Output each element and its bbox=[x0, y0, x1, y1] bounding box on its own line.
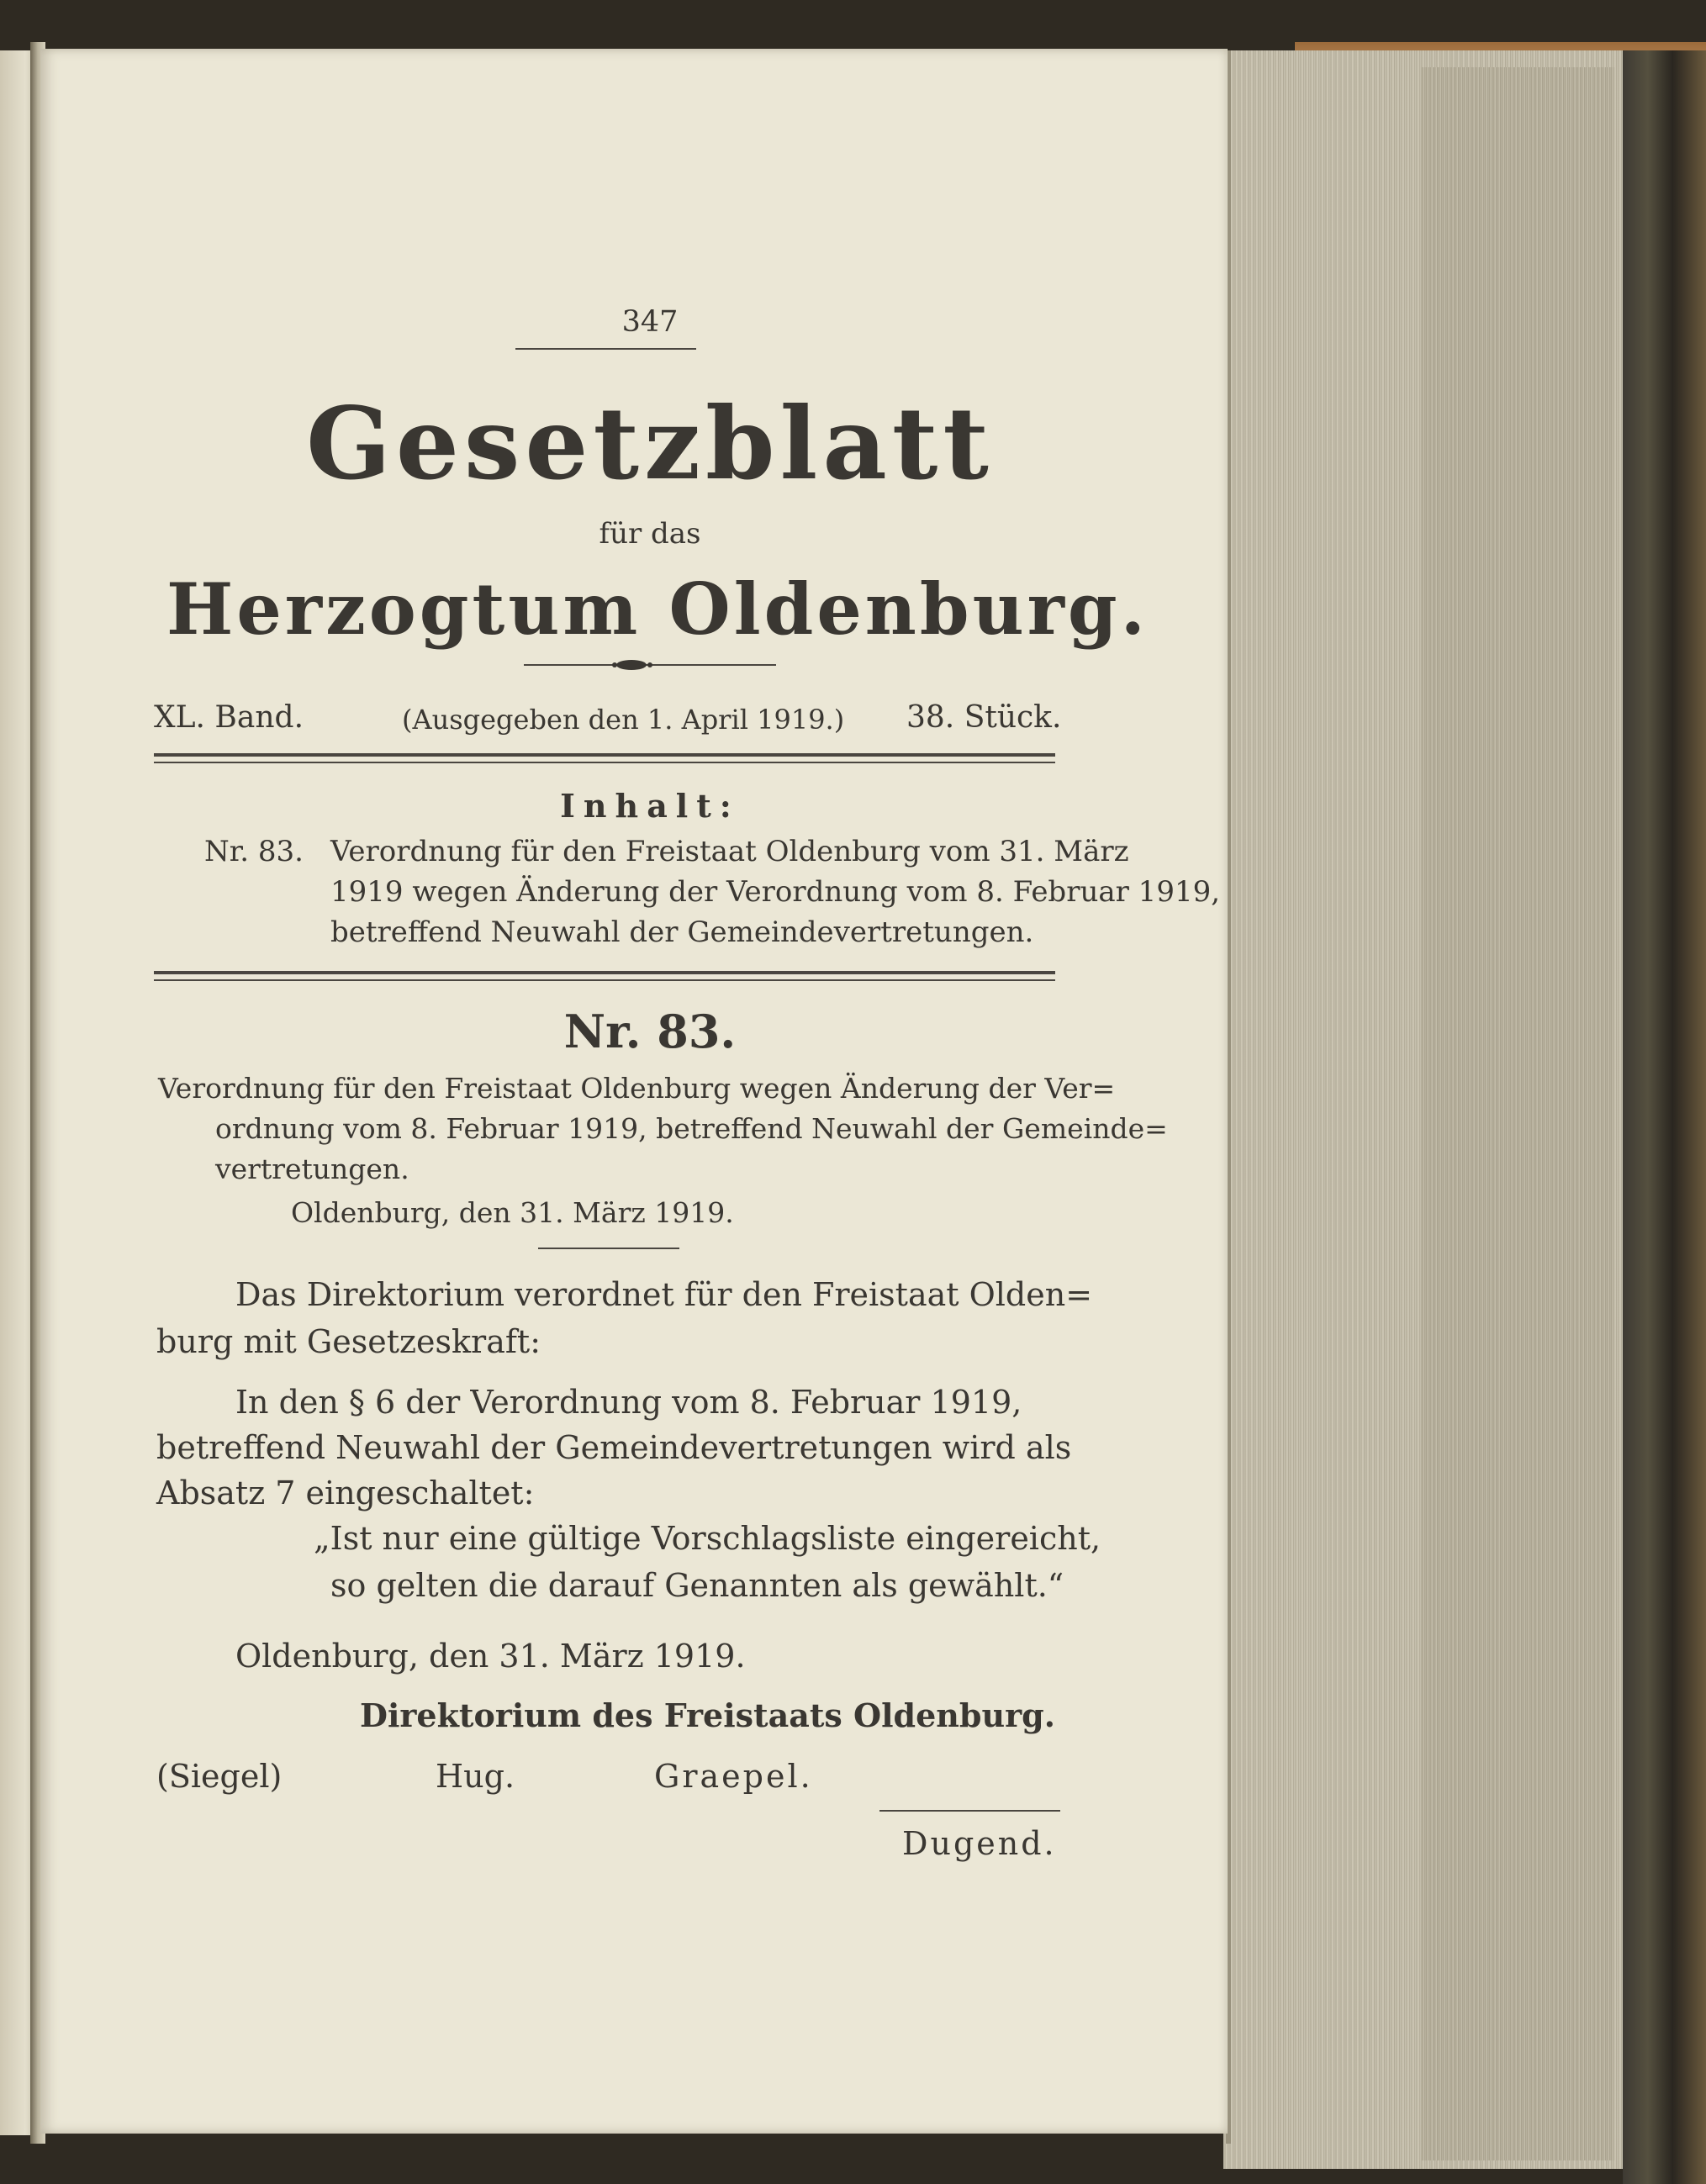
ordinance-title-line: vertretungen. bbox=[215, 1153, 409, 1185]
signatory-graepel: Graepel. bbox=[654, 1758, 813, 1795]
contents-entry-line: 1919 wegen Änderung der Verordnung vom 8. Februar 1919, bbox=[330, 875, 1221, 909]
article-line: Absatz 7 eingeschaltet: bbox=[156, 1474, 535, 1511]
contents-double-rule-bottom bbox=[154, 979, 1055, 981]
preamble-line: burg mit Gesetzeskraft: bbox=[156, 1323, 541, 1360]
volume-label: XL. Band. bbox=[154, 700, 304, 735]
ordinance-number: Nr. 83. bbox=[563, 1005, 737, 1058]
gazette-subtitle-small: für das bbox=[599, 517, 701, 551]
article-line: In den § 6 der Verordnung vom 8. Februar 1919, bbox=[235, 1384, 1022, 1421]
seal-label: (Siegel) bbox=[156, 1758, 283, 1795]
ornament-rule bbox=[524, 657, 776, 673]
quoted-paragraph-line: „Ist nur eine gültige Vorschlagsliste eingereicht, bbox=[314, 1520, 1101, 1557]
signing-body: Direktorium des Freistaats Oldenburg. bbox=[360, 1696, 1055, 1734]
countersign-dugend: Dugend. bbox=[902, 1825, 1057, 1862]
quoted-paragraph-line: so gelten die darauf Genannten als gewählt.“ bbox=[330, 1567, 1064, 1604]
contents-entry-line: Verordnung für den Freistaat Oldenburg vom 31. März bbox=[330, 835, 1129, 868]
closing-place-date: Oldenburg, den 31. März 1919. bbox=[235, 1638, 746, 1675]
document-page bbox=[40, 49, 1228, 2134]
ordinance-title-line: ordnung vom 8. Februar 1919, betreffend Neuwahl der Gemeinde= bbox=[215, 1112, 1168, 1145]
gazette-subtitle: Herzogtum Oldenburg. bbox=[166, 567, 1149, 651]
gazette-title: Gesetzblatt bbox=[306, 385, 994, 502]
page-number: 347 bbox=[621, 305, 679, 339]
issue-number: 38. Stück. bbox=[906, 700, 1062, 735]
header-double-rule-bottom bbox=[154, 762, 1055, 763]
ordinance-title-line: Verordnung für den Freistaat Oldenburg wegen Änderung der Ver= bbox=[158, 1072, 1116, 1105]
contents-entry-line: betreffend Neuwahl der Gemeindevertretungen. bbox=[330, 915, 1034, 949]
countersign-rule bbox=[879, 1810, 1060, 1812]
section-rule bbox=[538, 1248, 679, 1249]
page-number-rule bbox=[515, 348, 696, 350]
book-cover bbox=[1623, 50, 1706, 2184]
issue-date: (Ausgegeben den 1. April 1919.) bbox=[402, 704, 845, 736]
contents-heading: Inhalt: bbox=[560, 787, 740, 825]
ordinance-place-date: Oldenburg, den 31. März 1919. bbox=[291, 1196, 734, 1229]
contents-double-rule-top bbox=[154, 971, 1055, 974]
contents-entry-number: Nr. 83. bbox=[204, 835, 304, 868]
signatory-hug: Hug. bbox=[436, 1758, 515, 1795]
header-double-rule-top bbox=[154, 753, 1055, 757]
article-line: betreffend Neuwahl der Gemeindevertretungen wird als bbox=[156, 1429, 1072, 1466]
page-edges-inner bbox=[1421, 67, 1614, 2160]
preamble-line: Das Direktorium verordnet für den Freistaat Olden= bbox=[235, 1276, 1093, 1313]
